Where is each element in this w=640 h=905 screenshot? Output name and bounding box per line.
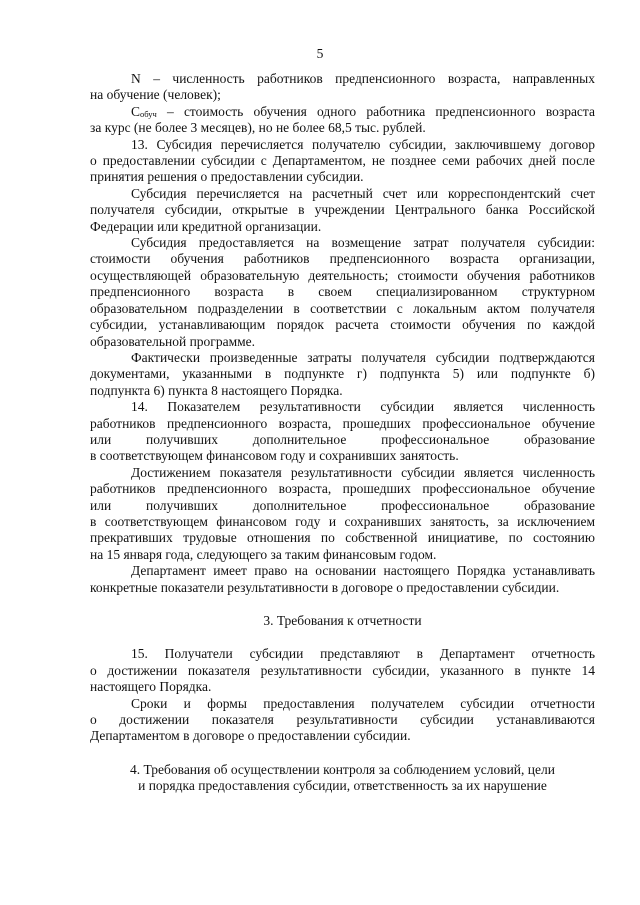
text-line: подпункта 6) пункта 8 настоящего Порядка. xyxy=(90,382,343,398)
text-line: за курс (не более 3 месяцев), но не более 68,5 тыс. рублей. xyxy=(90,120,426,136)
text-line: образовательном подразделении в соответствии с локальным актом получателя xyxy=(90,300,595,316)
section-heading-4 xyxy=(90,762,595,795)
text-line: получателя субсидии, открытые в учреждении Центрального банка Российской xyxy=(90,202,595,218)
text-line: принятия решения о предоставлении субсидии. xyxy=(90,169,364,185)
text-line: в соответствующем финансовом году и сохранивших занятость, за исключением xyxy=(90,513,595,529)
document-body xyxy=(90,71,595,795)
paragraph-13 xyxy=(90,137,595,186)
text-line: Субсидия предоставляется на возмещение затрат получателя субсидии: xyxy=(131,235,595,251)
text-fragment: – стоимость обучения одного работника предпенсионного возраста xyxy=(156,103,595,119)
spacer xyxy=(90,745,595,762)
variable-symbol: С xyxy=(131,103,141,119)
text-line: 15. Получатели субсидии представляют в Департамент отчетность xyxy=(131,646,595,662)
text-line: в соответствующем финансовом году и сохранивших занятость. xyxy=(90,448,459,464)
text-line: Федерации или кредитной организации. xyxy=(90,218,322,234)
text-line: Сроки и формы предоставления получателем субсидии отчетности xyxy=(131,695,595,711)
text-line: работников предпенсионного возраста, прошедших профессиональное обучение xyxy=(90,415,595,431)
text-line: о достижении показателя результативности субсидии, указанного в пункте 14 xyxy=(90,662,595,678)
heading-line: и порядка предоставления субсидии, ответственность за их нарушение xyxy=(138,778,547,794)
paragraph-confirmation xyxy=(90,350,595,399)
text-line: на 15 января года, следующего за таким финансовым годом. xyxy=(90,546,437,562)
text-line: Фактически произведенные затраты получателя субсидии подтверждаются xyxy=(131,349,595,365)
text-line: Департаментом в договоре о предоставлении субсидии. xyxy=(90,728,411,744)
text-line: работников предпенсионного возраста, прошедших профессиональное обучение xyxy=(90,481,595,497)
text-line xyxy=(90,104,595,120)
paragraph-account xyxy=(90,186,595,235)
paragraph-achievement xyxy=(90,465,595,563)
text-line: N – численность работников предпенсионного возраста, направленных xyxy=(131,71,595,86)
text-line: на обучение (человек); xyxy=(90,87,221,103)
text-line: или получивших дополнительное профессиональное образование xyxy=(90,431,595,447)
variable-subscript: обуч xyxy=(140,108,157,119)
paragraph-reporting-terms xyxy=(90,696,595,745)
page-number: 5 xyxy=(316,46,324,61)
text-line: 14. Показателем результативности субсидии является численность xyxy=(131,399,595,415)
heading-line: 4. Требования об осуществлении контроля за соблюдением условий, цели xyxy=(130,761,555,777)
text-line: конкретные показатели результативности в договоре о предоставлении субсидии. xyxy=(90,579,560,595)
paragraph-department-right xyxy=(90,563,595,596)
text-line: документами, указанными в подпункте г) подпункта 5) или подпункте б) xyxy=(90,366,595,382)
text-line: о достижении показателя результативности субсидии устанавливаются xyxy=(90,712,595,728)
text-line: образовательной программе. xyxy=(90,333,256,349)
text-line: или получивших дополнительное профессиональное образование xyxy=(90,497,595,513)
text-line: о предоставлении субсидии с Департаментом, не позднее семи рабочих дней после xyxy=(90,153,595,169)
paragraph-n-definition xyxy=(90,71,595,104)
text-line: Достижением показателя результативности субсидии является численность xyxy=(131,464,595,480)
spacer xyxy=(90,629,595,646)
paragraph-reimbursement xyxy=(90,235,595,350)
paragraph-cost-definition xyxy=(90,104,595,137)
text-line: Субсидия перечисляется на расчетный счет или корреспондентский счет xyxy=(131,185,595,201)
paragraph-14 xyxy=(90,399,595,465)
text-line: предпенсионного возраста в своем специализированном структурном xyxy=(90,284,595,300)
spacer xyxy=(90,596,595,613)
text-line: стоимости обучения работников предпенсионного возраста организации, xyxy=(90,251,595,267)
paragraph-15 xyxy=(90,646,595,695)
text-line: 13. Субсидия перечисляется получателю субсидии, заключившему договор xyxy=(131,136,595,152)
text-line: Департамент имеет право на основании настоящего Порядка устанавливать xyxy=(131,563,595,579)
text-line: субсидии, устанавливающим порядок расчета стоимости обучения по каждой xyxy=(90,317,595,333)
text-line: осуществляющей образовательную деятельность; стоимости обучения работников xyxy=(90,267,595,283)
section-heading-3: 3. Требования к отчетности xyxy=(263,613,422,628)
text-line: настоящего Порядка. xyxy=(90,679,212,695)
text-line: прекративших трудовые отношения по собственной инициативе, по состоянию xyxy=(90,530,595,546)
